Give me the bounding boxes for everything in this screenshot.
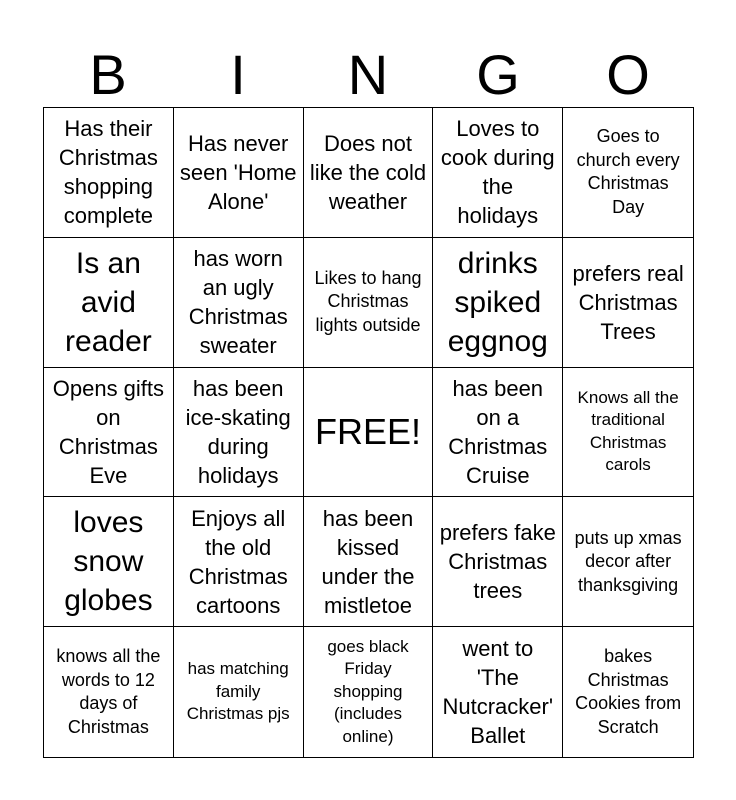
bingo-cell[interactable] bbox=[44, 497, 174, 627]
cell-text: Loves to cook during the holidays bbox=[440, 116, 555, 229]
bingo-cell[interactable] bbox=[563, 108, 693, 238]
header-letter-i: I bbox=[230, 43, 246, 106]
cell-text: bakes Christmas Cookies from Scratch bbox=[575, 646, 682, 737]
bingo-cell[interactable] bbox=[563, 627, 693, 757]
cell-text: Goes to church every Christmas Day bbox=[576, 126, 680, 217]
bingo-header bbox=[43, 44, 693, 106]
bingo-cell[interactable] bbox=[174, 108, 304, 238]
bingo-cell[interactable] bbox=[44, 627, 174, 757]
cell-text: prefers fake Christmas trees bbox=[439, 520, 556, 604]
bingo-cell[interactable] bbox=[44, 368, 174, 498]
bingo-cell[interactable] bbox=[304, 238, 434, 368]
header-letter-o: O bbox=[606, 43, 650, 106]
cell-text: Is an avid reader bbox=[65, 246, 152, 358]
header-letter-g: G bbox=[476, 43, 520, 106]
bingo-cell[interactable] bbox=[563, 497, 693, 627]
cell-text: drinks spiked eggnog bbox=[447, 246, 548, 358]
cell-text: has been ice-skating during holidays bbox=[185, 375, 291, 488]
cell-text: has worn an ugly Christmas sweater bbox=[188, 246, 288, 359]
bingo-cell[interactable] bbox=[563, 368, 693, 498]
bingo-card bbox=[43, 107, 694, 758]
bingo-cell[interactable] bbox=[174, 627, 304, 757]
free-space-cell[interactable] bbox=[304, 368, 434, 498]
cell-text: Likes to hang Christmas lights outside bbox=[314, 267, 422, 335]
bingo-cell[interactable] bbox=[44, 108, 174, 238]
cell-text: has been kissed under the mistletoe bbox=[321, 505, 415, 618]
bingo-cell[interactable] bbox=[44, 238, 174, 368]
cell-text: has been on a Christmas Cruise bbox=[448, 375, 548, 488]
cell-text: Enjoys all the old Christmas cartoons bbox=[188, 505, 288, 618]
cell-text: loves snow globes bbox=[64, 506, 153, 618]
cell-text: Opens gifts on Christmas Eve bbox=[52, 375, 165, 488]
cell-text: went to 'The Nutcracker' Ballet bbox=[442, 636, 554, 749]
bingo-cell[interactable] bbox=[304, 108, 434, 238]
bingo-cell[interactable] bbox=[563, 238, 693, 368]
bingo-cell[interactable] bbox=[174, 497, 304, 627]
bingo-cell[interactable] bbox=[433, 627, 563, 757]
cell-text: Has their Christmas shopping complete bbox=[58, 116, 158, 229]
cell-text: Has never seen 'Home Alone' bbox=[179, 130, 297, 214]
cell-text: knows all the words to 12 days of Christmas bbox=[56, 646, 161, 737]
cell-text: Does not like the cold weather bbox=[309, 130, 427, 214]
cell-text: prefers real Christmas Trees bbox=[572, 260, 684, 344]
bingo-cell[interactable] bbox=[433, 238, 563, 368]
bingo-cell[interactable] bbox=[433, 108, 563, 238]
free-space-text: FREE! bbox=[314, 411, 421, 453]
cell-text: Knows all the traditional Christmas carols bbox=[577, 387, 679, 475]
bingo-cell[interactable] bbox=[433, 368, 563, 498]
bingo-cell[interactable] bbox=[304, 627, 434, 757]
bingo-cell[interactable] bbox=[304, 497, 434, 627]
cell-text: has matching family Christmas pjs bbox=[186, 659, 290, 724]
header-letter-n: N bbox=[347, 43, 389, 106]
cell-text: goes black Friday shopping (includes online) bbox=[327, 636, 409, 746]
header-letter-b: B bbox=[89, 43, 127, 106]
bingo-cell[interactable] bbox=[174, 238, 304, 368]
bingo-cell[interactable] bbox=[433, 497, 563, 627]
cell-text: puts up xmas decor after thanksgiving bbox=[574, 527, 682, 595]
bingo-cell[interactable] bbox=[174, 368, 304, 498]
